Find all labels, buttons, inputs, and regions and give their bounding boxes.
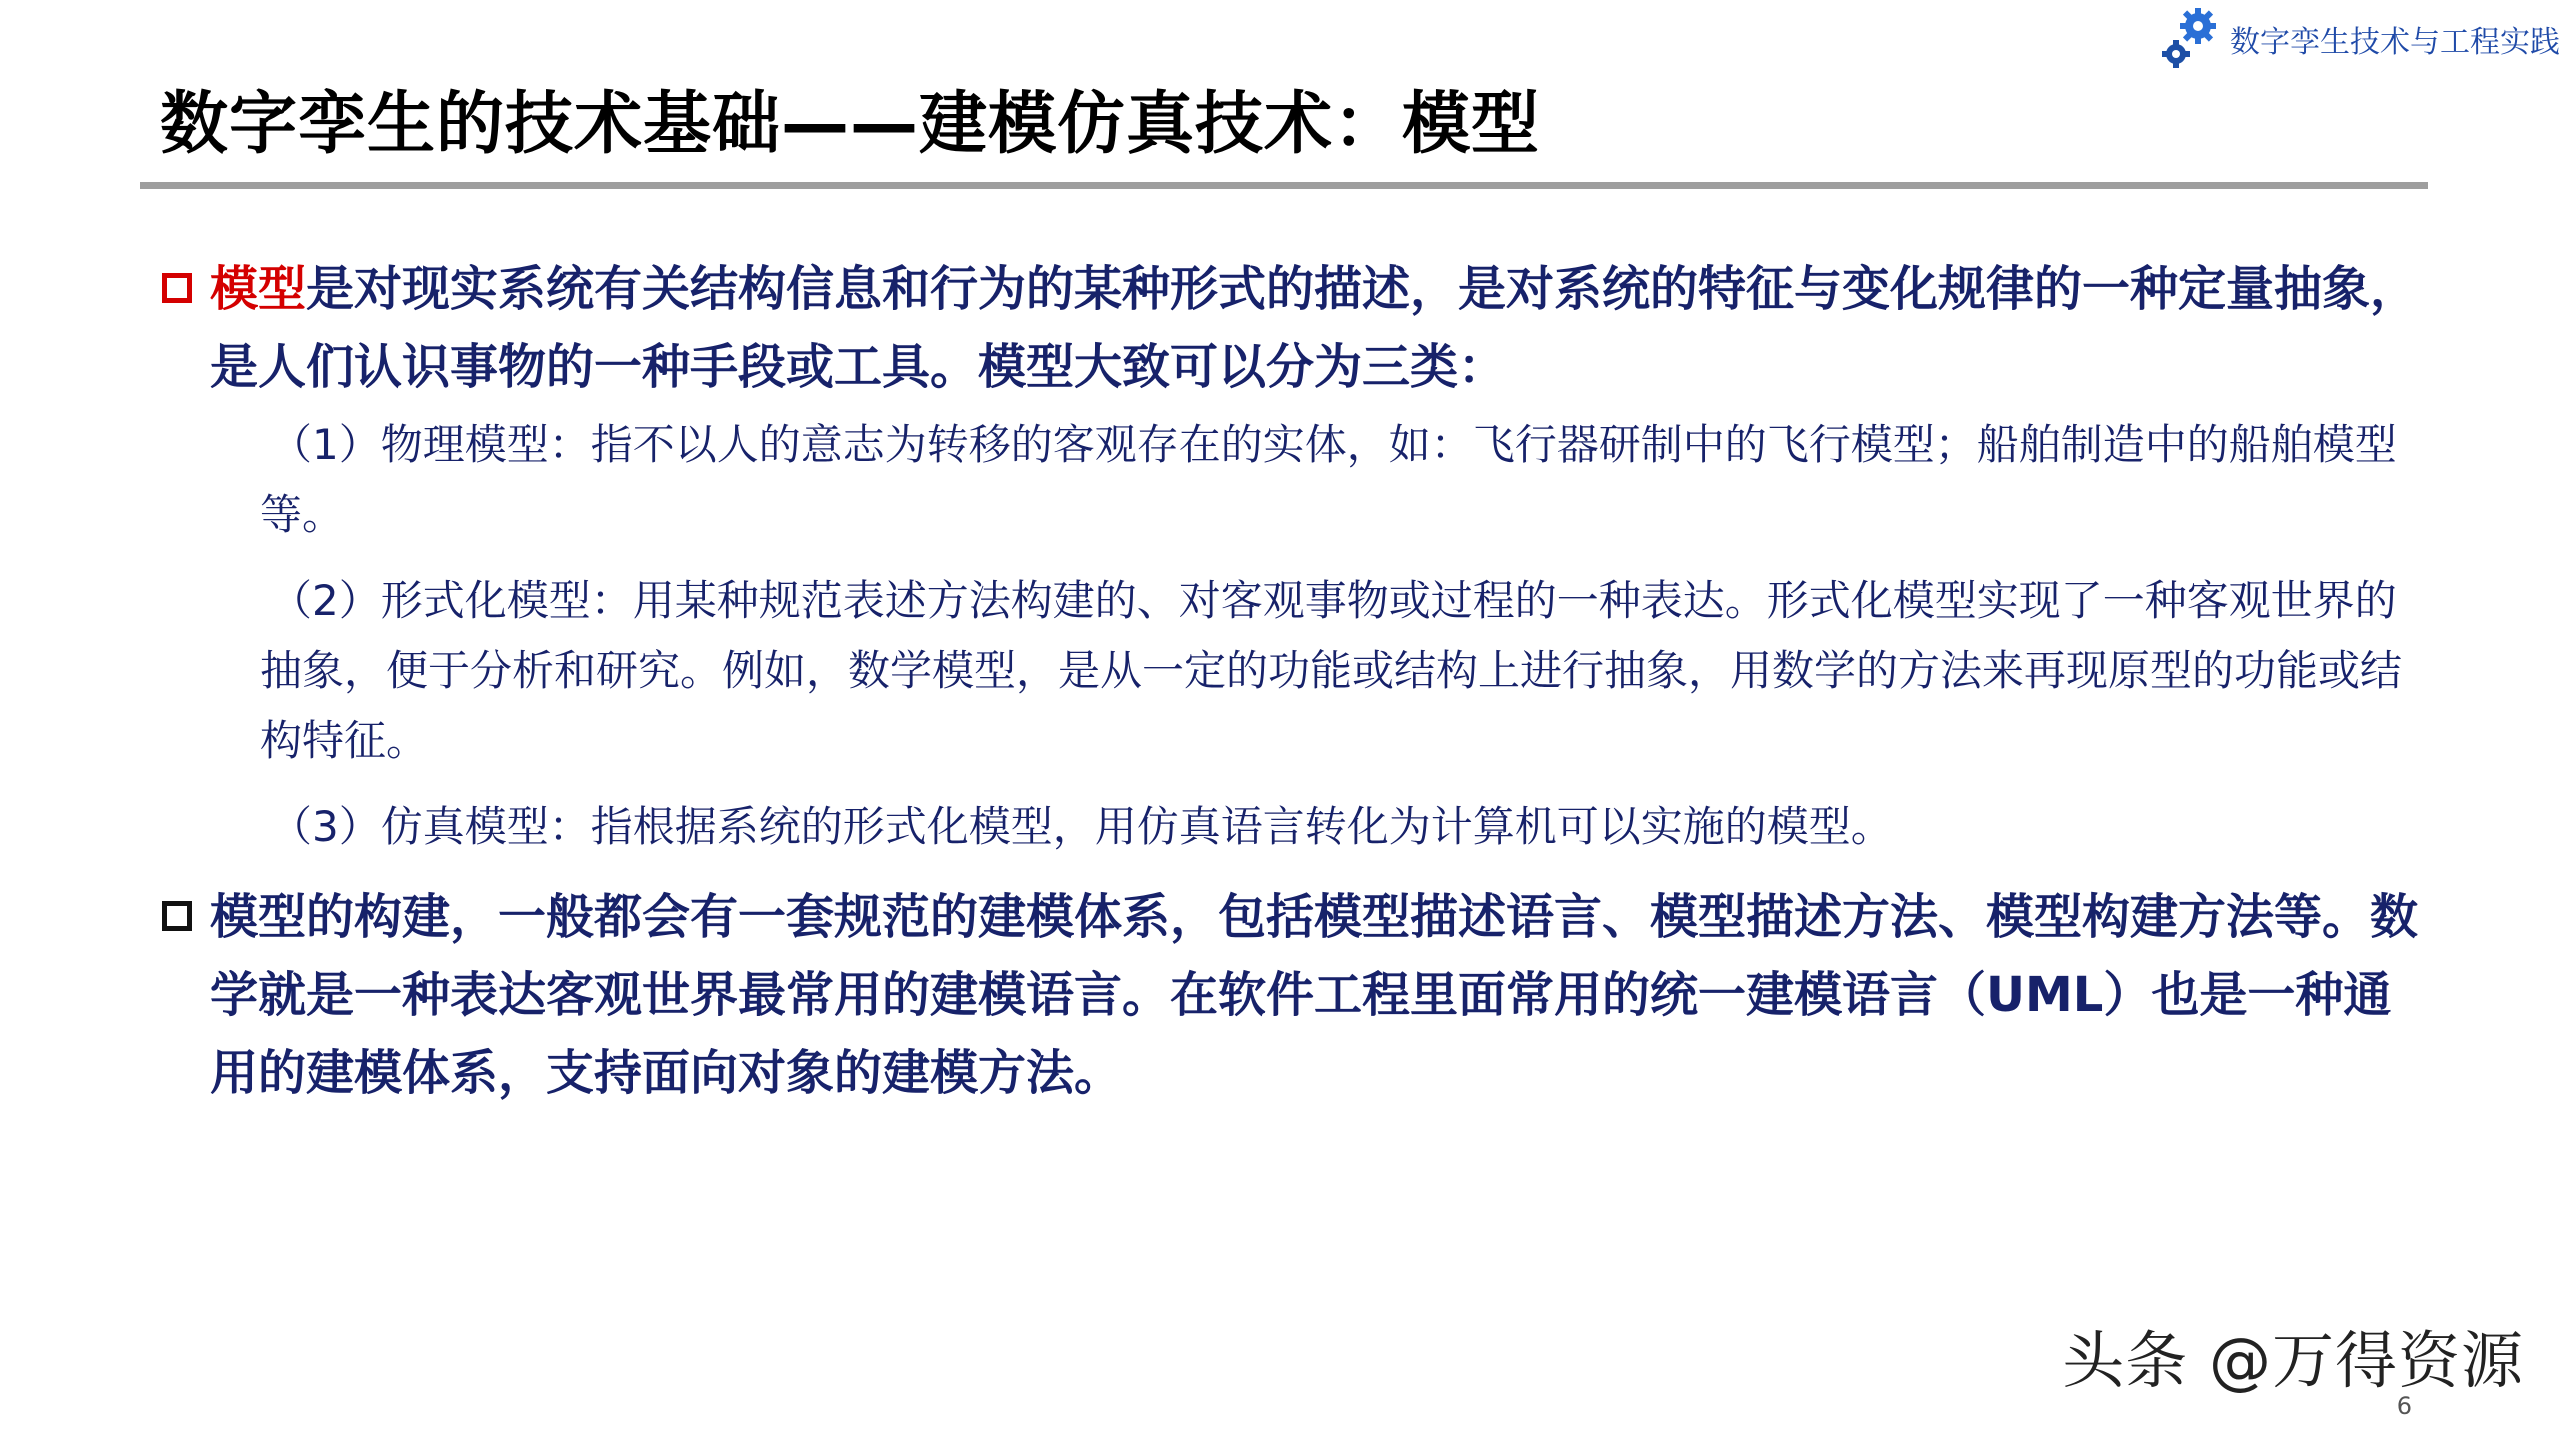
square-bullet-icon [162,901,192,931]
definition-text: 是对现实系统有关结构信息和行为的某种形式的描述，是对系统的特征与变化规律的一种定量抽象，是人们认识事物的一种手段或工具。模型大致可以分为三类： [210,261,2419,395]
brand-text: 数字孪生技术与工程实践 [2230,25,2560,60]
brand-header [2160,4,2560,74]
square-bullet-icon [162,273,192,303]
paragraph-model-construction [160,878,2420,1112]
paragraph-model-definition [160,250,2420,406]
watermark: 头条 @万得资源 [2062,1324,2524,1397]
page-number: 6 [2396,1392,2412,1420]
list-item-formal-model: （2）形式化模型：用某种规范表述方法构建的、对客观事物或过程的一种表达。形式化模型实现了一种客观世界的抽象，便于分析和研究。例如，数学模型，是从一定的功能或结构上进行抽象，用数学的方法来再现原型的功能或结构特征。 [260,576,2403,765]
term-model: 模型 [210,261,307,317]
slide-body [160,250,2420,1112]
slide-title: 数字孪生的技术基础——建模仿真技术：模型 [160,85,1541,164]
list-item-physical-model: （1）物理模型：指不以人的意志为转移的客观存在的实体，如：飞行器研制中的飞行模型；船舶制造中的船舶模型等。 [260,420,2397,539]
model-types-list [160,410,2420,862]
gears-icon [2160,6,2220,72]
list-item-simulation-model: （3）仿真模型：指根据系统的形式化模型，用仿真语言转化为计算机可以实施的模型。 [270,802,1893,851]
construction-text: 模型的构建，一般都会有一套规范的建模体系，包括模型描述语言、模型描述方法、模型构建方法等。数学就是一种表达客观世界最常用的建模语言。在软件工程里面常用的统一建模语言（UML）也是一种通用的建模体系，支持面向对象的建模方法。 [210,889,2419,1101]
title-divider [140,182,2428,189]
